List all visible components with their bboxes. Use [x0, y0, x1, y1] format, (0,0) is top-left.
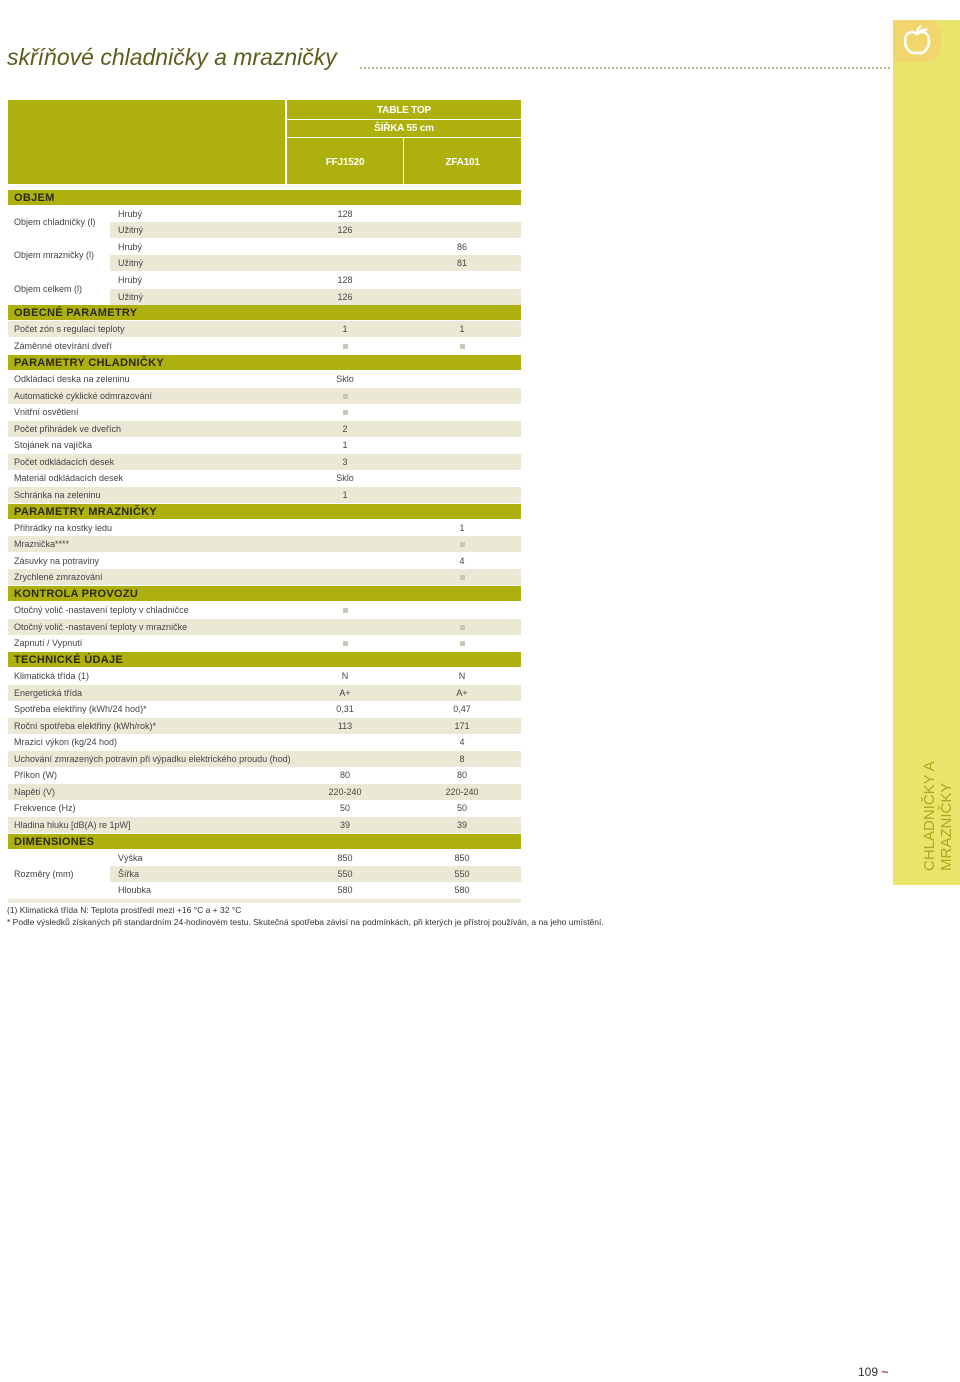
table-row: Počet přihrádek ve dveřích 2 [8, 421, 521, 437]
table-row: Schránka na zeleninu 1 [8, 487, 521, 503]
table-row: Počet zón s regulací teploty 1 1 [8, 321, 521, 337]
side-label-line2: MRAZNIČKY [938, 782, 955, 871]
header-divider [287, 137, 521, 138]
square-bullet-icon [460, 641, 465, 646]
square-bullet-icon [343, 608, 348, 613]
table-row: Materiál odkládacích desek Sklo [14, 473, 354, 483]
header-divider [287, 119, 521, 120]
square-bullet-icon [460, 575, 465, 580]
section-dimensiones: DIMENSIONES [8, 834, 521, 849]
table-bottom-rule [8, 899, 521, 903]
square-bullet-icon [343, 641, 348, 646]
table-row: Spotřeba elektřiny (kWh/24 hod)* 0,31 0,47 [14, 704, 471, 714]
table-row: Počet odkládacích desek 3 [8, 454, 521, 470]
table-row: Šířka 550 550 [110, 866, 521, 882]
table-row: Klimatická třída (1) N N [14, 671, 466, 681]
square-bullet-icon [460, 542, 465, 547]
table-row: Odkládací deska na zeleninu Sklo [14, 374, 354, 384]
side-color-bar [893, 20, 960, 885]
table-row: Hrubý 128 [118, 209, 353, 219]
table-row: Mrazicí výkon (kg/24 hod) 4 [14, 737, 465, 747]
table-row: Hloubka 580 580 [118, 885, 470, 895]
objem-celkem-label: Objem celkem (l) [14, 284, 83, 294]
header-line2: ŠÍŘKA 55 cm [374, 123, 434, 134]
section-technicke-udaje: TECHNICKÉ ÚDAJE [8, 652, 521, 667]
title-dotted-rule [360, 67, 890, 69]
table-header-right [287, 100, 521, 184]
square-bullet-icon [460, 625, 465, 630]
table-row: Zásuvky na potraviny 4 [14, 556, 465, 566]
table-row: Přihrádky na kostky ledu 1 [14, 523, 465, 533]
objem-mraznicky-label: Objem mrazničky (l) [14, 250, 95, 260]
table-row: Roční spotřeba elektřiny (kWh/rok)* 113 171 [8, 718, 521, 734]
table-row: Hrubý 86 [118, 242, 467, 252]
table-row: Užitný 81 [110, 255, 521, 271]
page-title: skříňové chladničky a mrazničky [7, 44, 337, 70]
table-header-left [8, 100, 285, 184]
footnote-consumption: * Podle výsledků získaných při standardním 24-hodinovém testu. Skutečná spotřeba závisí na podmínkách, při kterých je přístroj používán, a na jeho umístění. [7, 917, 604, 927]
table-row: Hrubý 128 [118, 275, 353, 285]
table-row: Záměnné otevírání dveří [8, 338, 521, 354]
section-objem: OBJEM [8, 190, 521, 205]
section-obecne-parametry: OBECNÉ PARAMETRY [8, 305, 521, 320]
page-number-tilde: ~ [881, 1365, 889, 1379]
objem-chladnicky-label: Objem chladničky (l) [14, 217, 96, 227]
table-row: Otočný volič -nastavení teploty v mrazničke [8, 619, 521, 635]
section-parametry-mraznicky: PARAMETRY MRAZNIČKY [8, 504, 521, 519]
table-row: Užitný 126 [110, 222, 521, 238]
table-row: Užitný 126 [110, 289, 521, 305]
header-line1: TABLE TOP [377, 105, 431, 116]
table-row: Energetická třída A+ A+ [8, 685, 521, 701]
apple-icon [902, 25, 932, 57]
square-bullet-icon [343, 410, 348, 415]
table-row: Stojánek na vajíčka 1 [14, 440, 348, 450]
table-row: Automatické cyklické odmrazování [8, 388, 521, 404]
square-bullet-icon [460, 344, 465, 349]
section-kontrola-provozu: KONTROLA PROVOZU [8, 586, 521, 601]
rozmery-label: Rozměry (mm) [14, 869, 74, 879]
square-bullet-icon [343, 394, 348, 399]
table-row: Napětí (V) 220-240 220-240 [8, 784, 521, 800]
square-bullet-icon [343, 344, 348, 349]
page-number [858, 1365, 888, 1379]
side-label-line1: CHLADNIČKY A [921, 761, 938, 871]
table-row: Hladina hluku [dB(A) re 1pW] 39 39 [8, 817, 521, 833]
table-row: Výška 850 850 [118, 853, 470, 863]
table-row: Zapnutí / Vypnutí [8, 635, 521, 651]
page-number-value: 109 [858, 1365, 879, 1379]
table-row: Frekvence (Hz) 50 50 [14, 803, 467, 813]
model-2: ZFA101 [445, 157, 480, 168]
section-parametry-chladnicky: PARAMETRY CHLADNIČKY [8, 355, 521, 370]
table-row: Zrychlené zmrazování [8, 569, 521, 585]
table-row: Vnitřní osvětlení [8, 404, 521, 420]
table-row: Uchování zmrazených potravin při výpadku elektrického proudu (hod) 8 [8, 751, 521, 767]
footnote-climate: (1) Klimatická třída N: Teplota prostředí mezi +16 °C a + 32 °C [7, 905, 242, 915]
table-row: Mraznička**** [8, 536, 521, 552]
table-row: Příkon (W) 80 80 [14, 770, 467, 780]
table-row: Otočný volič -nastavení teploty v chladničce [8, 602, 521, 618]
model-1: FFJ1520 [325, 157, 365, 168]
